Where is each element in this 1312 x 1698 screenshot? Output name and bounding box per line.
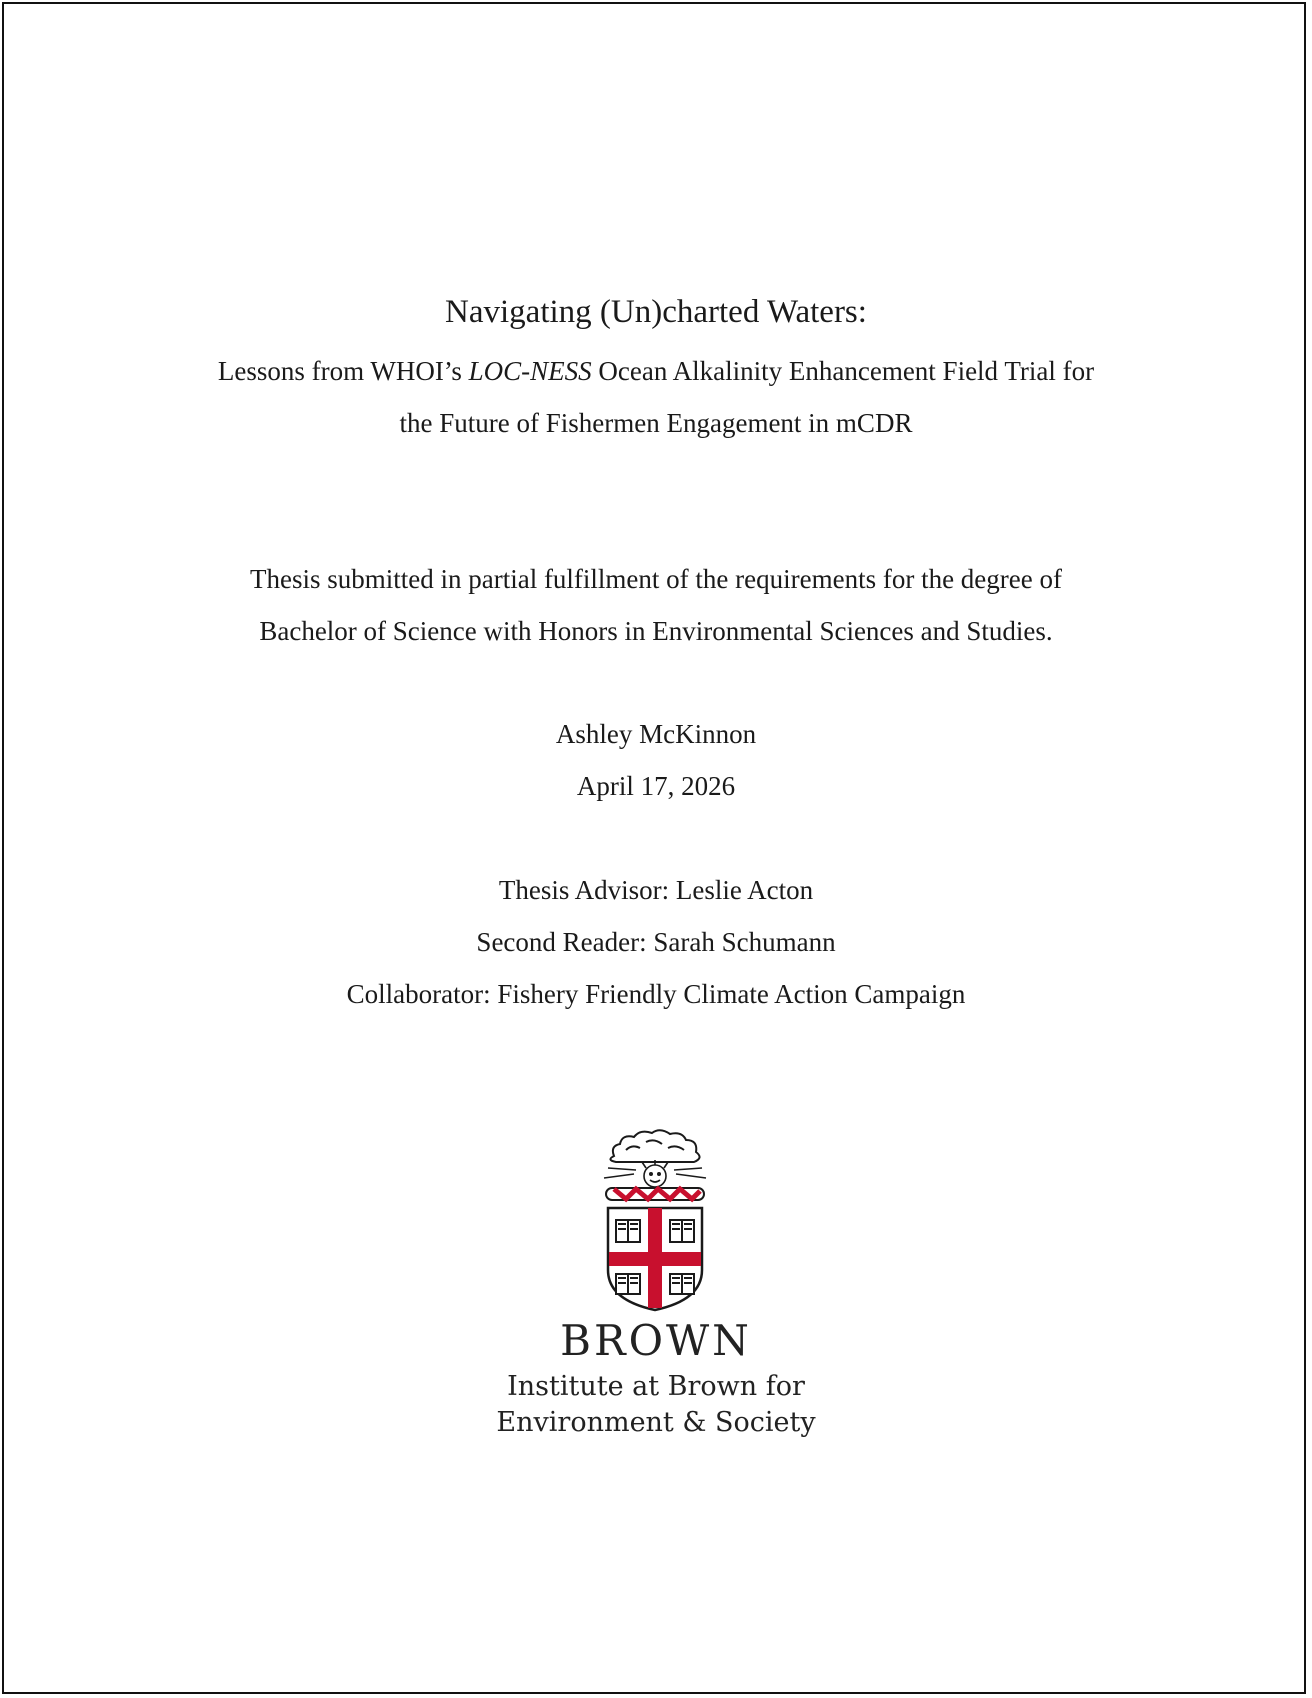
subtitle-line-1 xyxy=(0,354,1312,388)
subtitle-suffix: Ocean Alkalinity Enhancement Field Trial for xyxy=(591,356,1095,386)
collaborator: Collaborator: Fishery Friendly Climate Action Campaign xyxy=(346,979,966,1009)
institute-name-line-1: Institute at Brown for xyxy=(507,1371,805,1402)
crest-shield-icon xyxy=(608,1208,702,1310)
page-border xyxy=(2,2,1306,1694)
crest-cloud-icon xyxy=(610,1130,699,1162)
second-reader: Second Reader: Sarah Schumann xyxy=(476,927,836,957)
subtitle-line-2: the Future of Fishermen Engagement in mCDR xyxy=(399,408,913,438)
crest-sun-icon xyxy=(604,1160,706,1187)
institute-name-line-2: Environment & Society xyxy=(496,1407,816,1438)
thesis-statement-line-2: Bachelor of Science with Honors in Environmental Sciences and Studies. xyxy=(259,616,1053,646)
brown-university-crest-icon xyxy=(596,1128,714,1312)
crest-wreath-icon xyxy=(606,1188,704,1200)
submission-date: April 17, 2026 xyxy=(576,771,736,801)
thesis-title: Navigating (Un)charted Waters: xyxy=(445,294,867,330)
brown-wordmark: BROWN xyxy=(560,1316,752,1365)
thesis-advisor: Thesis Advisor: Leslie Acton xyxy=(498,875,814,905)
thesis-statement-line-1: Thesis submitted in partial fulfillment of the requirements for the degree of xyxy=(249,564,1062,594)
author-name: Ashley McKinnon xyxy=(555,719,757,749)
subtitle-prefix: Lessons from WHOI’s xyxy=(217,356,469,386)
subtitle-project-name: LOC-NESS xyxy=(468,356,592,386)
